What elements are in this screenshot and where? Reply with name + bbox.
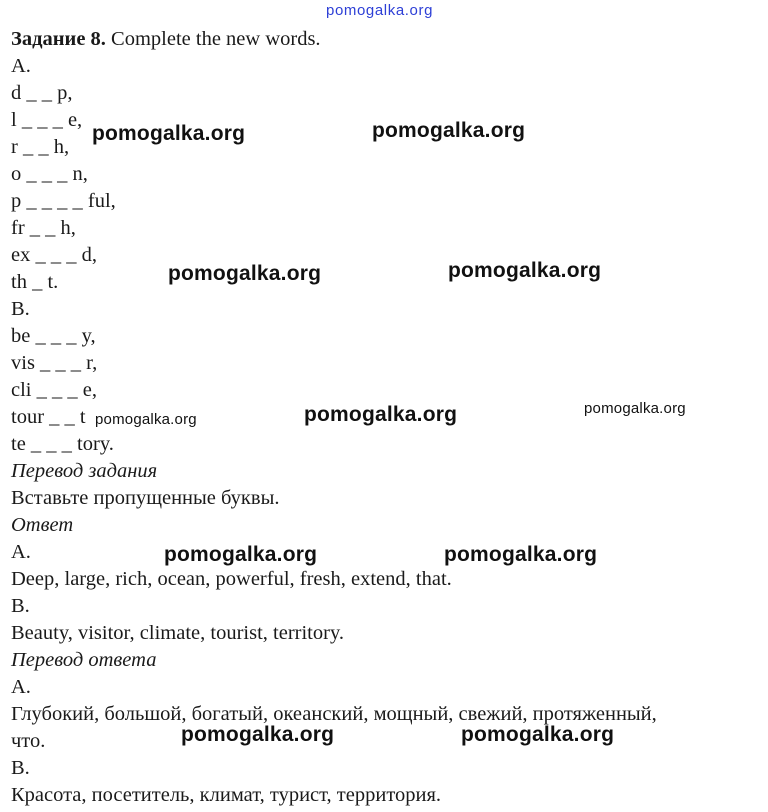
- task-line: r _ _ h,: [11, 136, 70, 158]
- task-line: p _ _ _ _ ful,: [11, 190, 116, 212]
- task-line: cli _ _ _ e,: [11, 379, 97, 401]
- watermark: pomogalka.org: [461, 723, 615, 746]
- watermark: pomogalka.org: [95, 411, 197, 428]
- task-line: fr _ _ h,: [11, 217, 76, 239]
- answer-translation-heading: Перевод ответа: [11, 649, 157, 671]
- answer-translation-line: что.: [11, 730, 46, 752]
- task-instruction: Complete the new words.: [105, 28, 321, 50]
- answer-line: A.: [11, 541, 31, 563]
- answer-line: Beauty, visitor, climate, tourist, territory.: [11, 622, 344, 644]
- watermark: pomogalka.org: [181, 723, 335, 746]
- task-line: te _ _ _ tory.: [11, 433, 114, 455]
- task-line: l _ _ _ e,: [11, 109, 83, 131]
- task-line: tour _ _ t: [11, 406, 86, 428]
- watermark-top: pomogalka.org: [326, 2, 434, 19]
- answer-line: Deep, large, rich, ocean, powerful, fresh, extend, that.: [11, 568, 452, 590]
- watermark: pomogalka.org: [584, 400, 686, 417]
- answer-translation-line: Красота, посетитель, климат, турист, территория.: [11, 784, 442, 806]
- answer-heading: Ответ: [11, 514, 74, 536]
- watermark: pomogalka.org: [448, 259, 602, 282]
- task-line: vis _ _ _ r,: [11, 352, 98, 374]
- translation-text: Вставьте пропущенные буквы.: [11, 487, 280, 509]
- answer-translation-line: A.: [11, 676, 31, 698]
- task-line: ex _ _ _ d,: [11, 244, 97, 266]
- answer-translation-line: B.: [11, 757, 30, 779]
- task-line: B.: [11, 298, 30, 320]
- watermark: pomogalka.org: [444, 543, 598, 566]
- translation-heading: Перевод задания: [11, 460, 158, 482]
- task-line: be _ _ _ y,: [11, 325, 96, 347]
- watermark: pomogalka.org: [372, 119, 526, 142]
- answer-line: B.: [11, 595, 30, 617]
- answer-translation-line: Глубокий, большой, богатый, океанский, мощный, свежий, протяженный,: [11, 703, 657, 725]
- watermark: pomogalka.org: [168, 262, 322, 285]
- watermark: pomogalka.org: [304, 403, 458, 426]
- task-title: [11, 26, 321, 53]
- task-number: Задание 8.: [11, 28, 106, 50]
- task-line: d _ _ p,: [11, 82, 73, 104]
- task-line: th _ t.: [11, 271, 59, 293]
- watermark: pomogalka.org: [92, 122, 246, 145]
- task-line: o _ _ _ n,: [11, 163, 88, 185]
- task-line: A.: [11, 55, 31, 77]
- watermark: pomogalka.org: [164, 543, 318, 566]
